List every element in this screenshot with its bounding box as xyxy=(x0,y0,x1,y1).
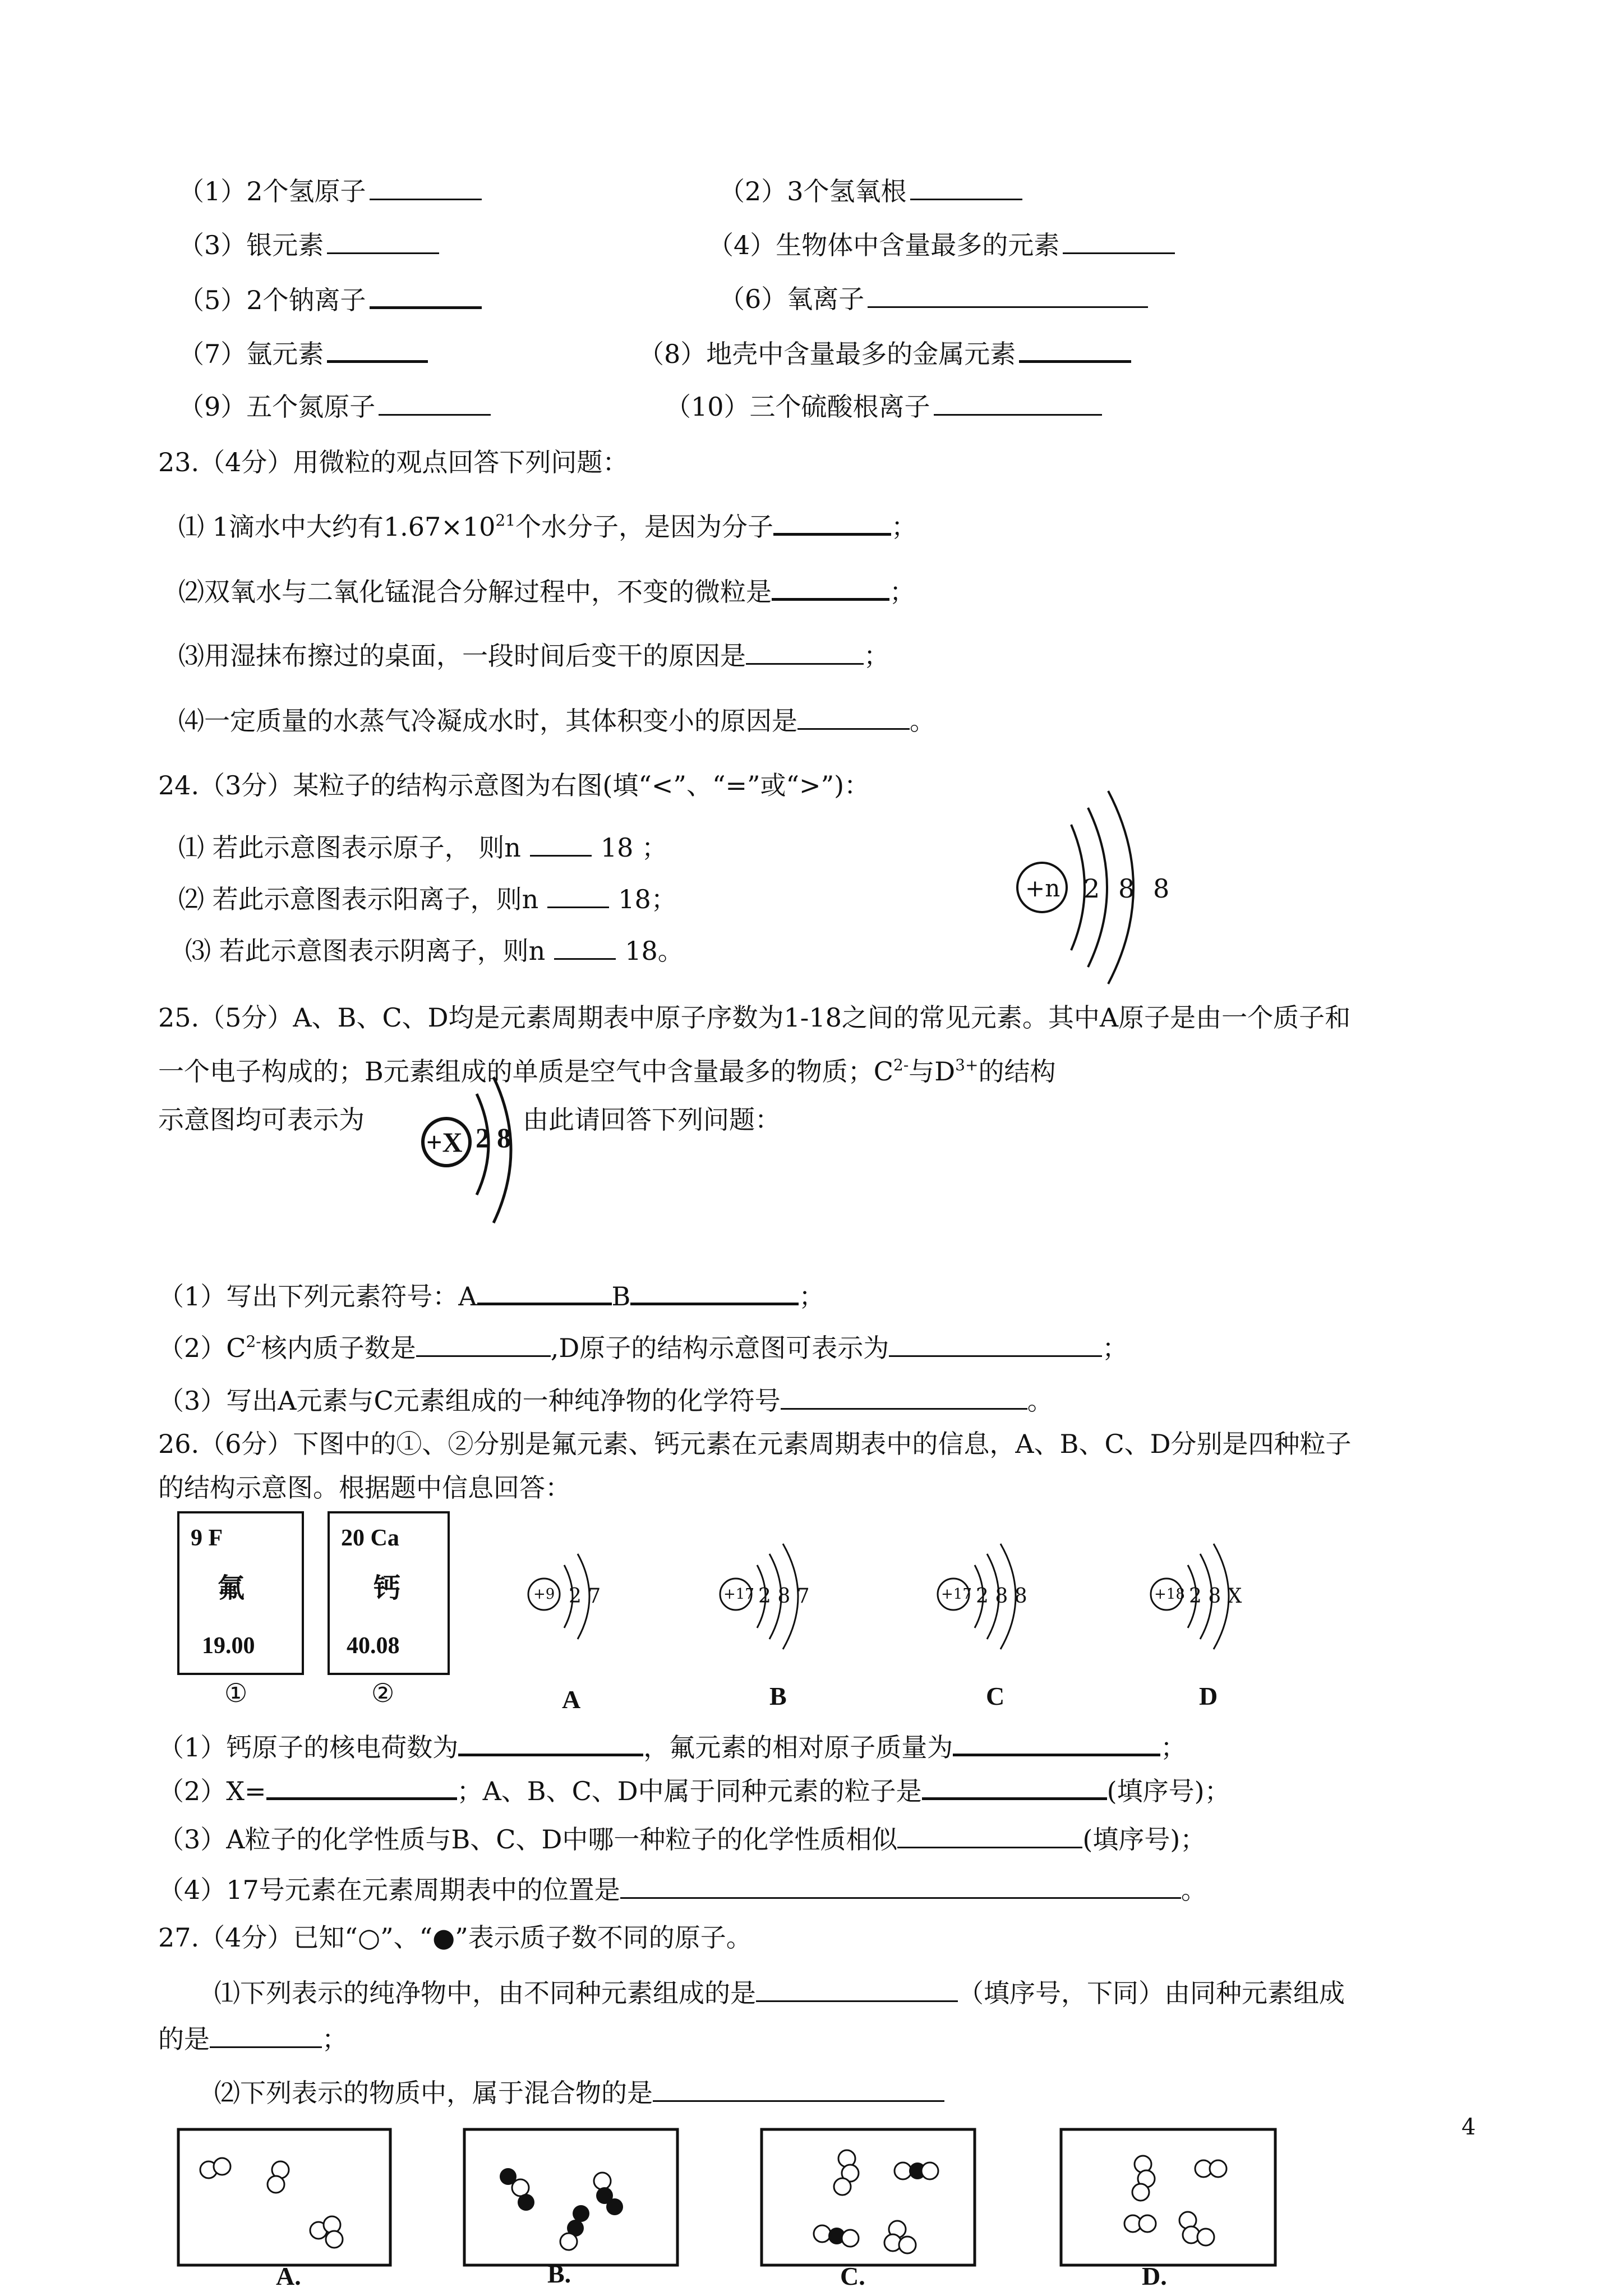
box-B-label: B. xyxy=(547,2260,571,2288)
answer-blank[interactable] xyxy=(922,1773,1107,1800)
answer-blank[interactable] xyxy=(653,2076,944,2102)
q25-sub-1: （1）写出下列元素符号：A B ； xyxy=(158,1278,824,1312)
answer-blank[interactable] xyxy=(416,1331,551,1357)
q23-line-4: ⑷一定质量的水蒸气冷凝成水时，其体积变小的原因是 。 xyxy=(178,703,935,737)
q24-line-1: ⑴ 若此示意图表示原子， 则n 18 ； xyxy=(178,830,667,863)
electron-shell-arc xyxy=(1071,825,1085,950)
q27-line-2: ⑵下列表示的物质中，属于混合物的是 xyxy=(214,2076,944,2109)
answer-blank[interactable] xyxy=(1019,335,1131,363)
q23-line-3: ⑶用湿抹布擦过的桌面，一段时间后变干的原因是 ； xyxy=(178,638,889,671)
answer-blank[interactable] xyxy=(797,703,910,730)
atomic-mass: 40.08 xyxy=(347,1633,400,1659)
q25-line-3a: 示意图均可表示为 xyxy=(158,1105,365,1135)
answer-blank[interactable] xyxy=(379,389,491,416)
atomic-mass: 19.00 xyxy=(202,1633,255,1659)
answer-blank[interactable] xyxy=(370,282,482,309)
particle-D-electrons: 2 8 X xyxy=(1189,1585,1242,1608)
answer-blank[interactable] xyxy=(547,882,609,908)
answer-blank[interactable] xyxy=(772,573,889,601)
q25-line-1: 25.（5分）A、B、C、D均是元素周期表中原子序数为1-18之间的常见元素。其中A原子是由一个质子和 xyxy=(158,1002,1351,1033)
answer-blank[interactable] xyxy=(630,1278,799,1305)
q22-item-9: （9）五个氮原子 xyxy=(178,389,491,422)
answer-blank[interactable] xyxy=(327,228,439,254)
q25-nucleus-label: +X xyxy=(426,1126,463,1158)
box-C xyxy=(762,2129,975,2265)
particle-D-label: D xyxy=(1199,1682,1218,1710)
q22-item-5: （5）2个钠离子 xyxy=(178,282,482,316)
answer-blank[interactable] xyxy=(370,174,482,200)
q22-item-2: （2）3个氢氧根 xyxy=(719,174,1022,207)
q24-shell-2-count: 8 xyxy=(1118,873,1135,904)
particle-C-label: C xyxy=(986,1682,1005,1710)
q27-line-1: ⑴下列表示的纯净物中，由不同种元素组成的是 （填序号，下同）由同种元素组成 xyxy=(214,1976,1345,2009)
answer-blank[interactable] xyxy=(458,1729,643,1756)
q26-sub-2: （2）X= ；A、B、C、D中属于同种元素的粒子是 (填序号)； xyxy=(158,1773,1230,1807)
box-C-label: C. xyxy=(840,2262,865,2290)
q26-sub-1: （1）钙原子的核电荷数为 ，氟元素的相对原子质量为 ； xyxy=(158,1729,1186,1763)
particle-D-nucleus: +18 xyxy=(1154,1586,1185,1603)
answer-blank[interactable] xyxy=(477,1278,612,1305)
q25-sub-3: （3）写出A元素与C元素组成的一种纯净物的化学符号 。 xyxy=(158,1383,1053,1416)
answer-blank[interactable] xyxy=(868,282,1148,308)
answer-blank[interactable] xyxy=(781,1383,1027,1410)
particle-B-nucleus: +17 xyxy=(723,1586,754,1603)
answer-blank[interactable] xyxy=(746,638,864,665)
q26-line-2: 的结构示意图。根据题中信息回答： xyxy=(158,1473,571,1503)
box-D-label: D. xyxy=(1142,2262,1167,2290)
element-name: 钙 xyxy=(374,1573,401,1603)
answer-blank[interactable] xyxy=(897,1822,1082,1848)
element-name: 氟 xyxy=(218,1573,245,1603)
q25-line-2: 一个电子构成的；B元素组成的单质是空气中含量最多的物质；$C^{2-}$与$D^{3+}$的结构 xyxy=(158,1056,1056,1087)
answer-blank[interactable] xyxy=(953,1729,1160,1756)
answer-blank[interactable] xyxy=(620,1872,1181,1899)
atomic-number-symbol: 9 F xyxy=(191,1525,223,1551)
box-B xyxy=(464,2129,677,2265)
q26-sub-3: （3）A粒子的化学性质与B、C、D中哪一种粒子的化学性质相似 (填序号)； xyxy=(158,1822,1206,1855)
q25-sub-2: $(2)C^{2-}$核内质子数是 ,D原子的结构示意图可表示为 ； xyxy=(158,1331,1128,1368)
particle-C-nucleus: +17 xyxy=(941,1586,972,1603)
answer-blank[interactable] xyxy=(889,1331,1102,1357)
particle-A-label: A xyxy=(562,1685,581,1714)
q22-item-8: （8）地壳中含量最多的金属元素 xyxy=(638,335,1131,370)
q27-heading: 27.（4分）已知“○”、“●”表示质子数不同的原子。 xyxy=(158,1922,752,1953)
particle-B-label: B xyxy=(769,1682,787,1710)
q22-item-7: （7）氩元素 xyxy=(178,335,428,370)
q24-heading: 24.（3分）某粒子的结构示意图为右图(填“<”、“=”或“>”)： xyxy=(158,770,870,800)
element-card-calcium xyxy=(328,1511,450,1675)
element-card-fluorine xyxy=(177,1511,304,1675)
q22-item-3: （3）银元素 xyxy=(178,228,439,261)
q23-heading: 23.（4分）用微粒的观点回答下列问题： xyxy=(158,447,629,477)
q22-item-4: （4）生物体中含量最多的元素 xyxy=(708,228,1175,261)
answer-blank[interactable] xyxy=(554,933,616,960)
q22-item-1: （1）2个氢原子 xyxy=(178,174,482,207)
q23-line-1: ⑴ 1滴水中大约有$1.67\times 10^{21}$个水分子，是因为分子 ； xyxy=(178,508,917,546)
box-A-label: A. xyxy=(276,2262,301,2290)
answer-blank[interactable] xyxy=(327,335,428,363)
answer-blank[interactable] xyxy=(530,830,592,857)
q27-line-1-cont: 的是 ； xyxy=(158,2022,348,2055)
box-D xyxy=(1061,2129,1275,2265)
q22-item-6: （6）氧离子 xyxy=(719,282,1148,315)
answer-blank[interactable] xyxy=(756,1976,958,2002)
particle-A-electrons: 2 7 xyxy=(569,1585,601,1608)
q22-item-10: （10）三个硫酸根离子 xyxy=(665,389,1102,422)
q26-line-1: 26.（6分）下图中的①、②分别是氟元素、钙元素在元素周期表中的信息，A、B、C、D分别是四种粒子 xyxy=(158,1429,1352,1459)
q26-sub-4: （4）17号元素在元素周期表中的位置是 。 xyxy=(158,1872,1207,1906)
q24-shell-1-count: 2 xyxy=(1083,873,1100,904)
q25-shell-1-count: 2 xyxy=(476,1122,490,1153)
answer-blank[interactable] xyxy=(266,1773,457,1800)
q25-line-3b: 由此请回答下列问题： xyxy=(523,1105,781,1135)
q24-nucleus-label: +n xyxy=(1025,875,1061,902)
answer-blank[interactable] xyxy=(773,508,891,536)
element-card-fluorine-label: ① xyxy=(224,1678,248,1708)
page-number: 4 xyxy=(1461,2114,1476,2140)
answer-blank[interactable] xyxy=(1063,228,1175,254)
particle-A-nucleus: +9 xyxy=(533,1586,555,1603)
q24-line-3: ⑶ 若此示意图表示阴离子，则n 18。 xyxy=(185,933,684,967)
answer-blank[interactable] xyxy=(910,174,1022,200)
q24-line-2: ⑵ 若此示意图表示阳离子，则n 18； xyxy=(178,882,677,915)
atomic-number-symbol: 20 Ca xyxy=(341,1525,399,1551)
particle-C-electrons: 2 8 8 xyxy=(976,1585,1027,1608)
element-card-calcium-label: ② xyxy=(371,1678,395,1708)
q25-shell-2-count: 8 xyxy=(497,1122,511,1153)
q23-line-2: ⑵双氧水与二氧化锰混合分解过程中，不变的微粒是 ； xyxy=(178,573,915,608)
particle-B-electrons: 2 8 7 xyxy=(758,1585,810,1608)
answer-blank[interactable] xyxy=(934,389,1102,416)
answer-blank[interactable] xyxy=(210,2022,322,2048)
q24-shell-3-count: 8 xyxy=(1153,873,1170,904)
box-A xyxy=(178,2129,390,2265)
